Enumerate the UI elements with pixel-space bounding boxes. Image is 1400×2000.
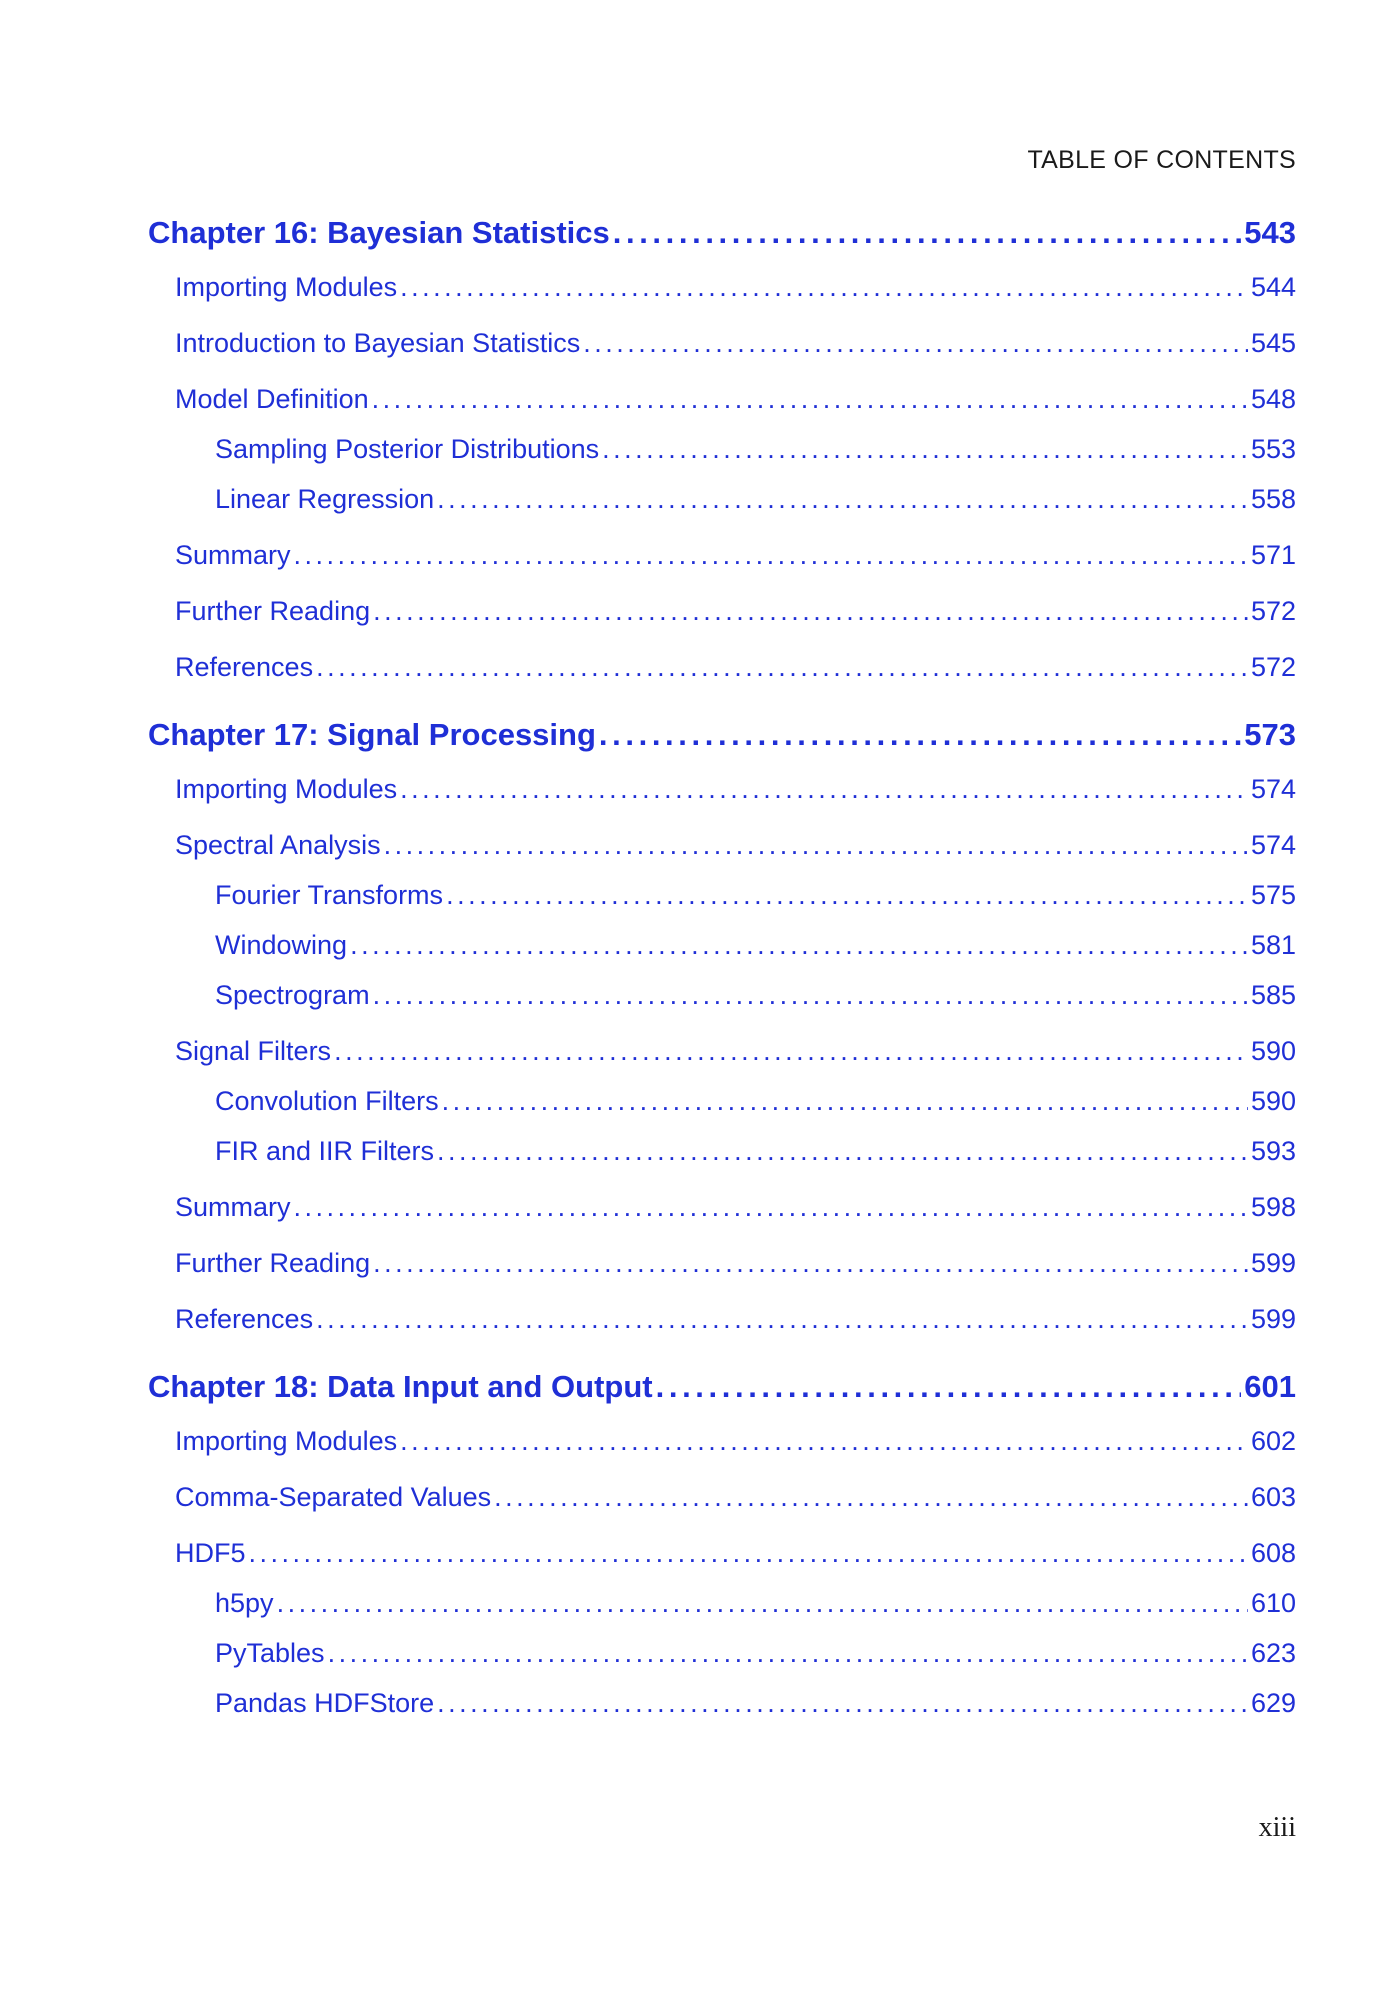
- dot-leader: [400, 272, 1248, 303]
- toc-entry-page: 581: [1250, 930, 1296, 960]
- toc-entry-chapter[interactable]: [148, 717, 1296, 753]
- toc-entry-page: 602: [1250, 1426, 1296, 1456]
- dot-leader: [437, 1136, 1248, 1167]
- toc-entry-page: 601: [1244, 1369, 1296, 1404]
- toc-entry-section[interactable]: [175, 830, 1296, 861]
- dot-leader: [350, 930, 1248, 961]
- toc-entry-sub[interactable]: [215, 1588, 1296, 1619]
- toc-entry-title: Summary: [175, 540, 291, 570]
- dot-leader: [316, 652, 1248, 683]
- toc-entry-title: Importing Modules: [175, 272, 398, 302]
- dot-leader: [400, 774, 1248, 805]
- toc-entry-sub[interactable]: [215, 880, 1296, 911]
- dot-leader: [373, 980, 1248, 1011]
- toc-entry-section[interactable]: [175, 774, 1296, 805]
- toc-entry-sub[interactable]: [215, 1136, 1296, 1167]
- toc-entry-page: 574: [1250, 774, 1296, 804]
- toc-entry-sub[interactable]: [215, 1086, 1296, 1117]
- toc-entry-title: Spectral Analysis: [175, 830, 381, 860]
- dot-leader: [334, 1036, 1248, 1067]
- dot-leader: [373, 596, 1248, 627]
- toc-entry-section[interactable]: [175, 384, 1296, 415]
- toc-entry-title: References: [175, 652, 314, 682]
- toc-entry-title: Pandas HDFStore: [215, 1688, 435, 1718]
- toc-entry-page: 599: [1250, 1248, 1296, 1278]
- page-number: xiii: [1258, 1812, 1296, 1843]
- dot-leader: [599, 717, 1241, 753]
- toc-entry-title: FIR and IIR Filters: [215, 1136, 435, 1166]
- toc-entry-title: h5py: [215, 1588, 274, 1618]
- dot-leader: [602, 434, 1248, 465]
- dot-leader: [442, 1086, 1248, 1117]
- toc-entry-title: Further Reading: [175, 596, 371, 626]
- toc-entry-section[interactable]: [175, 1426, 1296, 1457]
- toc-entry-section[interactable]: [175, 1538, 1296, 1569]
- toc-entry-title: Introduction to Bayesian Statistics: [175, 328, 581, 358]
- toc-entry-title: Spectrogram: [215, 980, 370, 1010]
- toc-entry-page: 545: [1250, 328, 1296, 358]
- dot-leader: [249, 1538, 1248, 1569]
- toc-entry-title: Summary: [175, 1192, 291, 1222]
- toc-entry-title: References: [175, 1304, 314, 1334]
- toc-entry-section[interactable]: [175, 652, 1296, 683]
- toc-entry-section[interactable]: [175, 1304, 1296, 1335]
- toc-entry-sub[interactable]: [215, 980, 1296, 1011]
- toc-entry-title: Signal Filters: [175, 1036, 332, 1066]
- toc-entry-section[interactable]: [175, 328, 1296, 359]
- toc-entry-page: 573: [1244, 717, 1296, 752]
- toc-entry-chapter[interactable]: [148, 215, 1296, 251]
- toc-entry-page: 610: [1250, 1588, 1296, 1618]
- toc-entry-chapter[interactable]: [148, 1369, 1296, 1405]
- dot-leader: [294, 540, 1248, 571]
- toc-entry-page: 608: [1250, 1538, 1296, 1568]
- toc-entry-page: 572: [1250, 652, 1296, 682]
- dot-leader: [328, 1638, 1248, 1669]
- toc-entry-page: 553: [1250, 434, 1296, 464]
- toc-entry-title: Fourier Transforms: [215, 880, 444, 910]
- toc-entry-page: 629: [1250, 1688, 1296, 1718]
- dot-leader: [656, 1369, 1242, 1405]
- toc-entry-title: Chapter 16: Bayesian Statistics: [148, 215, 610, 250]
- toc-entry-section[interactable]: [175, 596, 1296, 627]
- dot-leader: [373, 1248, 1248, 1279]
- dot-leader: [583, 328, 1248, 359]
- running-head: TABLE OF CONTENTS: [1027, 146, 1296, 174]
- toc-entry-page: 585: [1250, 980, 1296, 1010]
- toc-entry-sub[interactable]: [215, 434, 1296, 465]
- toc-entry-page: 599: [1250, 1304, 1296, 1334]
- dot-leader: [316, 1304, 1248, 1335]
- toc-entry-title: Importing Modules: [175, 774, 398, 804]
- dot-leader: [277, 1588, 1248, 1619]
- dot-leader: [494, 1482, 1248, 1513]
- toc-entry-section[interactable]: [175, 1192, 1296, 1223]
- toc-entry-page: 590: [1250, 1036, 1296, 1066]
- toc-entry-page: 543: [1244, 215, 1296, 250]
- toc-entry-section[interactable]: [175, 1036, 1296, 1067]
- toc-entry-sub[interactable]: [215, 930, 1296, 961]
- toc-entry-title: Linear Regression: [215, 484, 435, 514]
- toc-entry-title: HDF5: [175, 1538, 246, 1568]
- toc-entry-page: 571: [1250, 540, 1296, 570]
- dot-leader: [294, 1192, 1248, 1223]
- toc-entry-page: 548: [1250, 384, 1296, 414]
- toc-entry-title: Further Reading: [175, 1248, 371, 1278]
- toc-entry-page: 590: [1250, 1086, 1296, 1116]
- toc-entry-sub[interactable]: [215, 1688, 1296, 1719]
- dot-leader: [437, 1688, 1248, 1719]
- toc-entry-title: Chapter 18: Data Input and Output: [148, 1369, 653, 1404]
- dot-leader: [446, 880, 1248, 911]
- toc-entry-page: 623: [1250, 1638, 1296, 1668]
- dot-leader: [613, 215, 1242, 251]
- toc-entry-sub[interactable]: [215, 1638, 1296, 1669]
- toc-entry-section[interactable]: [175, 272, 1296, 303]
- toc-entry-title: PyTables: [215, 1638, 325, 1668]
- toc-entry-page: 574: [1250, 830, 1296, 860]
- toc-entry-title: Convolution Filters: [215, 1086, 439, 1116]
- toc-entry-title: Comma-Separated Values: [175, 1482, 492, 1512]
- dot-leader: [437, 484, 1248, 515]
- toc-entry-page: 572: [1250, 596, 1296, 626]
- toc-entry-sub[interactable]: [215, 484, 1296, 515]
- toc-entry-title: Chapter 17: Signal Processing: [148, 717, 596, 752]
- toc-entry-page: 575: [1250, 880, 1296, 910]
- dot-leader: [372, 384, 1248, 415]
- toc-entry-section[interactable]: [175, 1248, 1296, 1279]
- toc-entry-page: 593: [1250, 1136, 1296, 1166]
- toc-entry-page: 544: [1250, 272, 1296, 302]
- toc-entry-page: 558: [1250, 484, 1296, 514]
- toc-entry-page: 603: [1250, 1482, 1296, 1512]
- toc-entry-title: Model Definition: [175, 384, 369, 414]
- toc-entry-section[interactable]: [175, 540, 1296, 571]
- toc-entry-title: Sampling Posterior Distributions: [215, 434, 600, 464]
- toc-entry-title: Importing Modules: [175, 1426, 398, 1456]
- toc-entry-title: Windowing: [215, 930, 348, 960]
- dot-leader: [400, 1426, 1248, 1457]
- dot-leader: [384, 830, 1248, 861]
- toc-entry-section[interactable]: [175, 1482, 1296, 1513]
- toc-entry-page: 598: [1250, 1192, 1296, 1222]
